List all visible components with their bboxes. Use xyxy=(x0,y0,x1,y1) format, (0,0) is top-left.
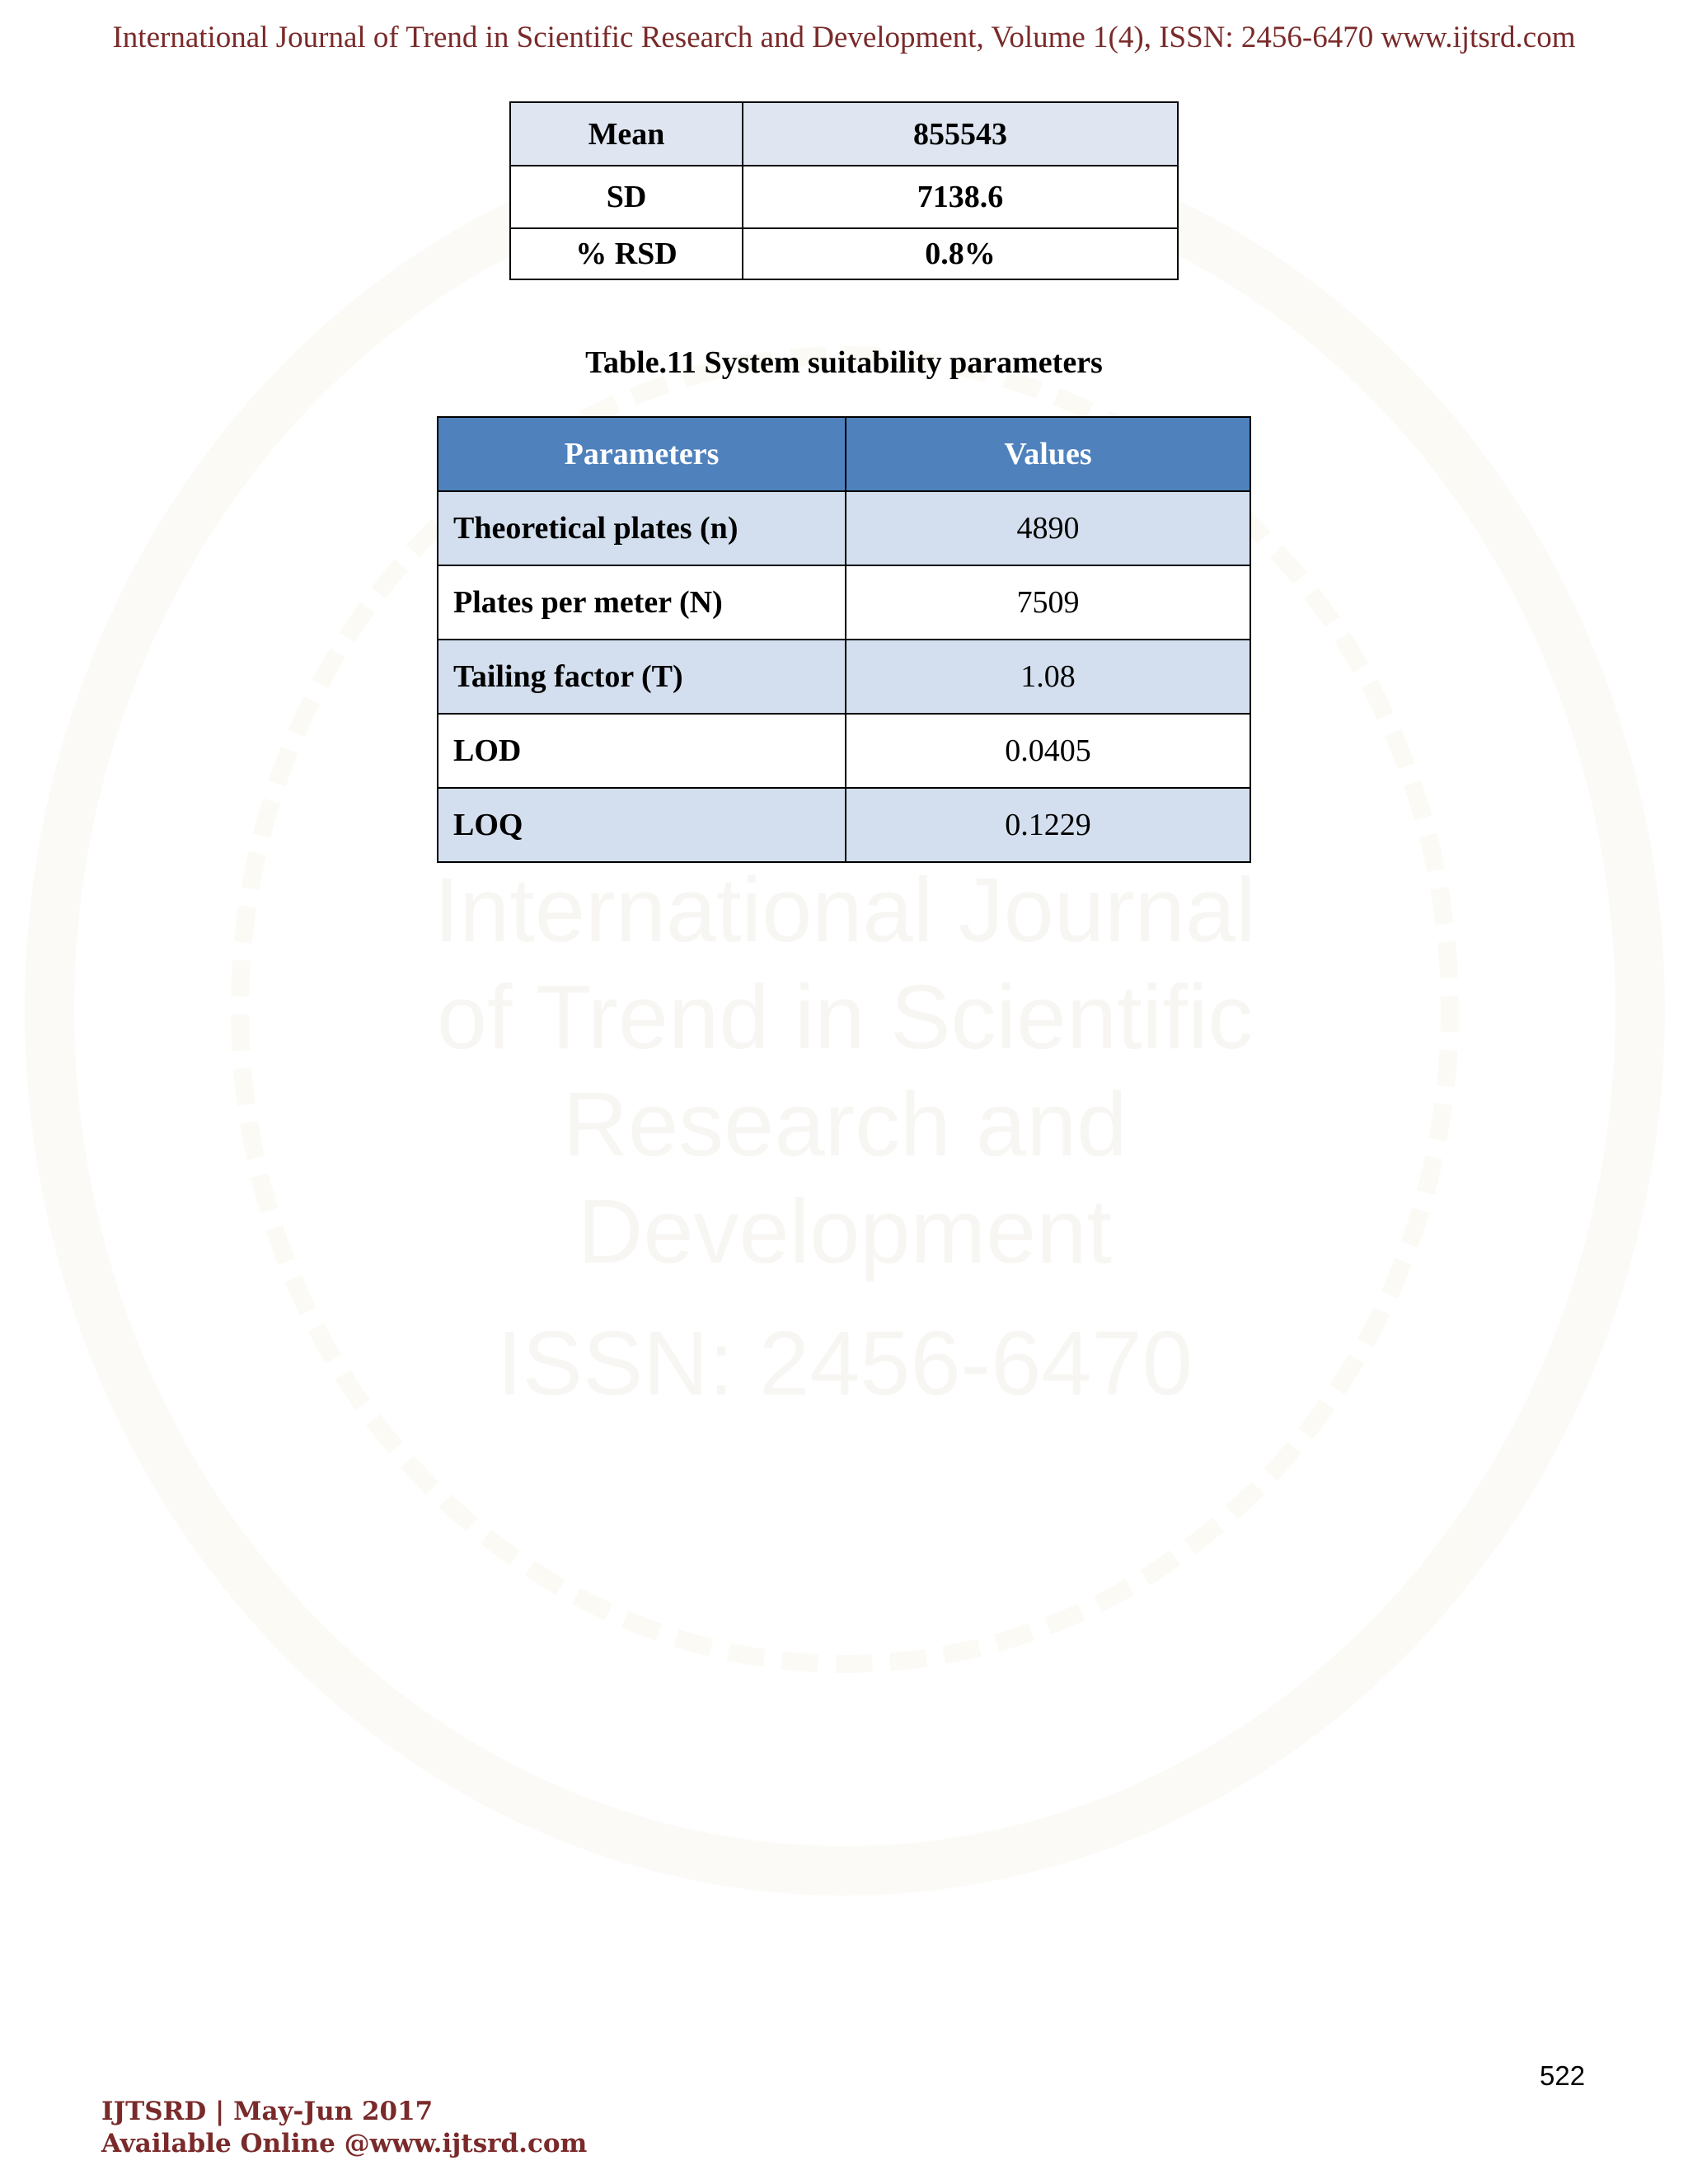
column-header: Parameters xyxy=(438,417,846,491)
stat-value: 7138.6 xyxy=(743,166,1178,228)
journal-header: International Journal of Trend in Scientific Research and Development, Volume 1(4), ISSN: 2456-6470 www.ijtsrd.com xyxy=(112,21,1576,54)
page-number: 522 xyxy=(1540,2060,1586,2091)
table-caption: Table.11 System suitability parameters xyxy=(585,345,1103,380)
table-row xyxy=(438,491,1250,565)
watermark-line: Development xyxy=(577,1181,1113,1282)
parameter-value: 0.0405 xyxy=(846,714,1250,788)
system-suitability-table xyxy=(437,416,1251,863)
parameter-name: LOD xyxy=(438,714,846,788)
parameter-name: Plates per meter (N) xyxy=(438,565,846,640)
table-row xyxy=(438,788,1250,862)
parameter-value: 0.1229 xyxy=(846,788,1250,862)
watermark-ring-outer xyxy=(25,124,1665,1896)
table-row xyxy=(510,166,1178,228)
stat-value: 855543 xyxy=(743,102,1178,166)
table-header-row xyxy=(438,417,1250,491)
page-footer xyxy=(101,2096,587,2160)
parameter-name: LOQ xyxy=(438,788,846,862)
parameter-value: 1.08 xyxy=(846,640,1250,714)
table-row xyxy=(510,228,1178,279)
watermark-line: of Trend in Scientific xyxy=(436,967,1254,1068)
watermark-line: International Journal xyxy=(434,860,1256,961)
parameter-name: Tailing factor (T) xyxy=(438,640,846,714)
table-row xyxy=(510,102,1178,166)
stat-value: 0.8% xyxy=(743,228,1178,279)
stat-label: Mean xyxy=(510,102,743,166)
parameter-name: Theoretical plates (n) xyxy=(438,491,846,565)
table-row xyxy=(438,714,1250,788)
column-header: Values xyxy=(846,417,1250,491)
table-row xyxy=(438,640,1250,714)
stat-label: % RSD xyxy=(510,228,743,279)
stat-label: SD xyxy=(510,166,743,228)
table-row xyxy=(438,565,1250,640)
footer-line: Available Online @www.ijtsrd.com xyxy=(101,2129,588,2158)
parameter-value: 7509 xyxy=(846,565,1250,640)
footer-line: IJTSRD | May-Jun 2017 xyxy=(101,2097,434,2126)
watermark-line: Research and xyxy=(562,1074,1128,1175)
parameter-value: 4890 xyxy=(846,491,1250,565)
watermark-line: ISSN: 2456-6470 xyxy=(497,1313,1193,1414)
watermark-seal xyxy=(25,124,1665,1896)
stats-table xyxy=(509,101,1179,280)
